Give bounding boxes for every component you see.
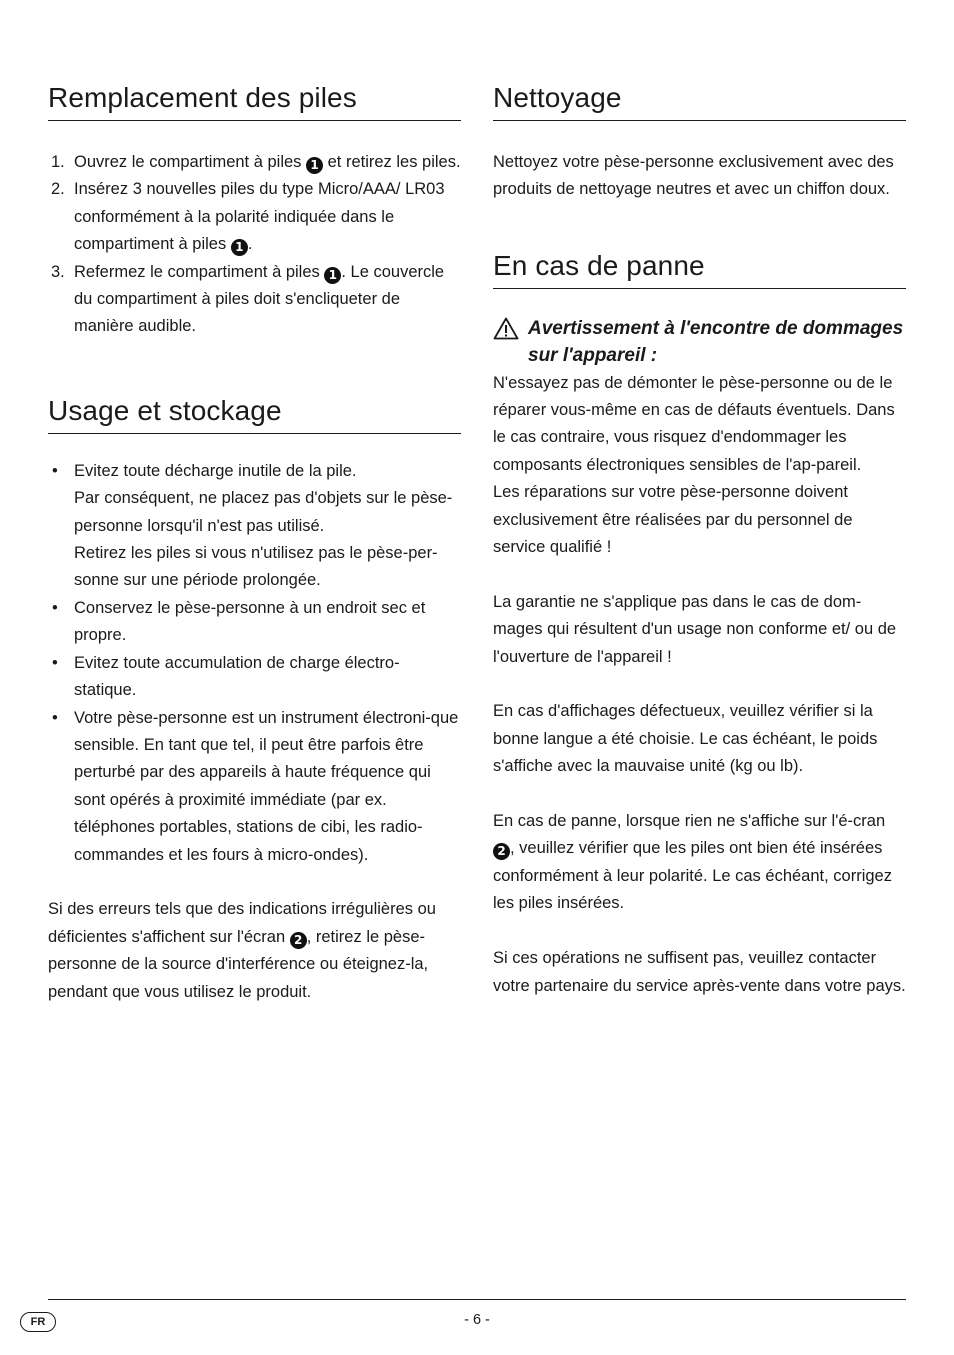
trouble-heading: En cas de panne (493, 248, 906, 289)
bullet-icon: • (52, 653, 58, 672)
battery-section (48, 80, 461, 341)
trouble-section (493, 248, 906, 1000)
battery-steps (48, 149, 461, 341)
right-column (493, 80, 906, 1000)
list-item: 1. Ouvrez le compartiment à piles 1 et retirez les piles. (51, 153, 461, 172)
trouble-p6: Si ces opérations ne suffisent pas, veuillez contacter votre partenaire du service après-vente dans votre pays. (493, 949, 906, 995)
list-item: • Evitez toute décharge inutile de la pile. Par conséquent, ne placez pas d'objets sur le pèse-personne lorsqu'il n'est pas utilisé. Retirez les piles si vous n'utilisez pas le pèse-per-sonne sur une période prolongée. (48, 458, 461, 595)
callout-1-icon: 1 (306, 157, 323, 174)
callout-2-icon: 2 (290, 932, 307, 949)
cleaning-heading: Nettoyage (493, 80, 906, 121)
trouble-p2: Les réparations sur votre pèse-personne doivent exclusivement être réalisées par du personnel de service qualifié ! (493, 483, 853, 557)
list-item: 3. Refermez le compartiment à piles 1 . Le couvercle du compartiment à piles doit s'encliqueter de manière audible. (51, 262, 445, 336)
list-item: 2. Insérez 3 nouvelles piles du type Micro/AAA/ LR03 conformément à la polarité indiquée dans le compartiment à piles 1 . (51, 180, 445, 255)
warning-triangle-icon (493, 317, 519, 340)
callout-2-icon: 2 (493, 843, 510, 860)
bullet-icon: • (52, 461, 58, 480)
usage-section (48, 393, 461, 1006)
callout-1-icon: 1 (231, 239, 248, 256)
battery-heading: Remplacement des piles (48, 80, 461, 121)
callout-1-icon: 1 (324, 267, 341, 284)
trouble-p4: En cas d'affichages défectueux, veuillez vérifier si la bonne langue a été choisie. Le cas échéant, le poids s'affiche avec la mauvaise unité (kg ou lb). (493, 702, 878, 776)
interference-paragraph: Si des erreurs tels que des indications irrégulières ou déficientes s'affichent sur l'écran 2 , retirez le pèse-personne de la source d'interférence ou éteignez-la, pendant que vous utilisez le produit. (48, 900, 436, 1001)
cleaning-section (493, 80, 906, 204)
usage-bullets (48, 458, 461, 869)
bullet-icon: • (52, 598, 58, 617)
trouble-p1: N'essayez pas de démonter le pèse-personne ou de le réparer vous-même en cas de défauts éventuels. Dans le cas contraire, vous risquez d'endommager les composants électroniques sensibles de l'ap-pareil. (493, 373, 895, 474)
trouble-p3: La garantie ne s'applique pas dans le cas de dom-mages qui résultent d'un usage non conforme et/ ou de l'ouverture de l'appareil ! (493, 592, 897, 666)
list-item: • Evitez toute accumulation de charge électro-statique. (48, 650, 461, 705)
language-badge: FR (20, 1312, 56, 1332)
list-item: • Votre pèse-personne est un instrument électroni-que sensible. En tant que tel, il peut être parfois être perturbé par des appareils à haute fréquence qui sont opérés à proximité immédiate (par ex. téléphones portables, stations de cibi, les radio-commandes et les fours à micro-ondes). (48, 705, 461, 869)
bullet-icon: • (52, 708, 58, 727)
page-number: - 6 - (464, 1312, 490, 1328)
left-column (48, 80, 461, 1006)
trouble-p5: En cas de panne, lorsque rien ne s'affiche sur l'é-cran 2 , veuillez vérifier que les piles ont bien été insérées conformément à leur polarité. Le cas échéant, corrigez les piles insérées. (493, 812, 892, 913)
list-item: • Conservez le pèse-personne à un endroit sec et propre. (48, 595, 461, 650)
cleaning-text: Nettoyez votre pèse-personne exclusivement avec des produits de nettoyage neutres et avec un chiffon doux. (493, 153, 894, 199)
footer-divider (48, 1299, 906, 1300)
usage-heading: Usage et stockage (48, 393, 461, 434)
warning-heading: Avertissement à l'encontre de dommages sur l'appareil : (493, 315, 906, 370)
